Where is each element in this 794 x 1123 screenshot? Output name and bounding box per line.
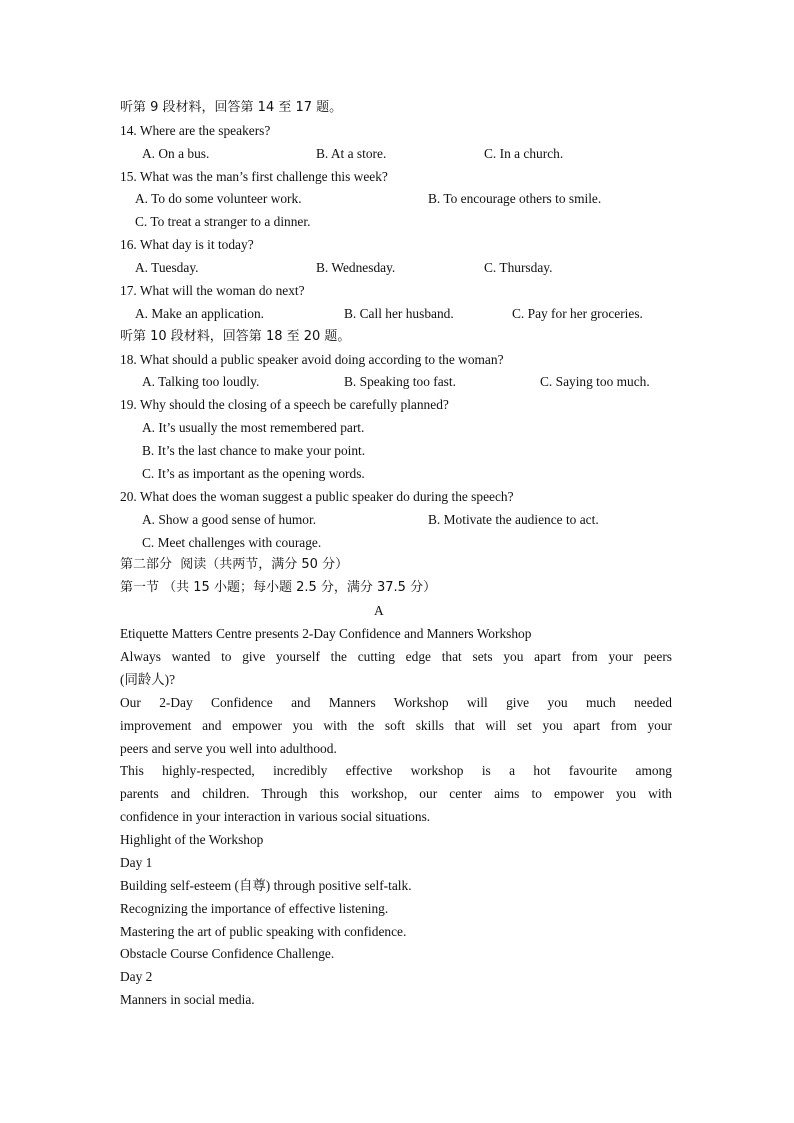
q19-stem: 19. Why should the closing of a speech be carefully planned? <box>120 397 449 412</box>
q18-option-a: A. Talking too loudly. <box>142 374 260 389</box>
passage-p1-line2: (同龄人)? <box>120 672 176 687</box>
q20-stem: 20. What does the woman suggest a public speaker do during the speech? <box>120 489 514 504</box>
q17-option-a: A. Make an application. <box>135 306 265 321</box>
q18-option-c: C. Saying too much. <box>540 374 650 389</box>
q20-option-c: C. Meet challenges with courage. <box>142 535 322 550</box>
passage-p2-line1: Our 2-Day Confidence and Manners Workshop will give you much needed <box>120 695 672 710</box>
q14-stem: 14. Where are the speakers? <box>120 123 271 138</box>
part2-section1-heading: 第一节 （共 15 小题；每小题 2.5 分，满分 37.5 分） <box>120 580 437 595</box>
passage-p3-line2: parents and children. Through this workshop, our center aims to empower you with <box>120 786 672 801</box>
q19-option-c: C. It’s as important as the opening words. <box>142 466 365 481</box>
q15-option-c: C. To treat a stranger to a dinner. <box>135 214 311 229</box>
passage-p3-line1: This highly-respected, incredibly effective workshop is a hot favourite among <box>120 763 672 778</box>
passage-p3-line3: confidence in your interaction in various social situations. <box>120 809 431 824</box>
q20-option-a: A. Show a good sense of humor. <box>142 512 317 527</box>
day2-item: Manners in social media. <box>120 992 255 1007</box>
day1-item: Mastering the art of public speaking with confidence. <box>120 924 407 939</box>
section9-heading: 听第 9 段材料，回答第 14 至 17 题。 <box>120 100 343 115</box>
q17-stem: 17. What will the woman do next? <box>120 283 305 298</box>
q17-option-b: B. Call her husband. <box>344 306 454 321</box>
q16-option-b: B. Wednesday. <box>316 260 396 275</box>
q14-option-b: B. At a store. <box>316 146 387 161</box>
q15-option-b: B. To encourage others to smile. <box>428 191 602 206</box>
q19-option-b: B. It’s the last chance to make your point. <box>142 443 366 458</box>
q15-option-a: A. To do some volunteer work. <box>135 191 302 206</box>
day2-heading: Day 2 <box>120 969 153 984</box>
passage-p1-line1: Always wanted to give yourself the cutting edge that sets you apart from your peers <box>120 649 672 664</box>
q16-option-a: A. Tuesday. <box>135 260 199 275</box>
q14-option-c: C. In a church. <box>484 146 564 161</box>
day1-item: Recognizing the importance of effective listening. <box>120 901 389 916</box>
q20-option-b: B. Motivate the audience to act. <box>428 512 599 527</box>
day1-item: Obstacle Course Confidence Challenge. <box>120 946 335 961</box>
section10-heading: 听第 10 段材料，回答第 18 至 20 题。 <box>120 329 351 344</box>
q14-option-a: A. On a bus. <box>142 146 210 161</box>
day1-heading: Day 1 <box>120 855 153 870</box>
q16-option-c: C. Thursday. <box>484 260 553 275</box>
passage-title: Etiquette Matters Centre presents 2-Day Confidence and Manners Workshop <box>120 626 532 641</box>
day1-item: Building self-esteem (自尊) through positive self-talk. <box>120 878 412 893</box>
q16-stem: 16. What day is it today? <box>120 237 254 252</box>
q15-stem: 15. What was the man’s first challenge this week? <box>120 169 388 184</box>
q19-option-a: A. It’s usually the most remembered part. <box>142 420 365 435</box>
q18-stem: 18. What should a public speaker avoid doing according to the woman? <box>120 352 504 367</box>
workshop-highlight-heading: Highlight of the Workshop <box>120 832 264 847</box>
passage-p2-line2: improvement and empower you with the soft skills that will set you apart from your <box>120 718 672 733</box>
q18-option-b: B. Speaking too fast. <box>344 374 456 389</box>
q17-option-c: C. Pay for her groceries. <box>512 306 643 321</box>
passage-p2-line3: peers and serve you well into adulthood. <box>120 741 337 756</box>
part2-heading: 第二部分 阅读（共两节，满分 50 分） <box>120 557 349 572</box>
passage-letter: A <box>374 603 384 618</box>
